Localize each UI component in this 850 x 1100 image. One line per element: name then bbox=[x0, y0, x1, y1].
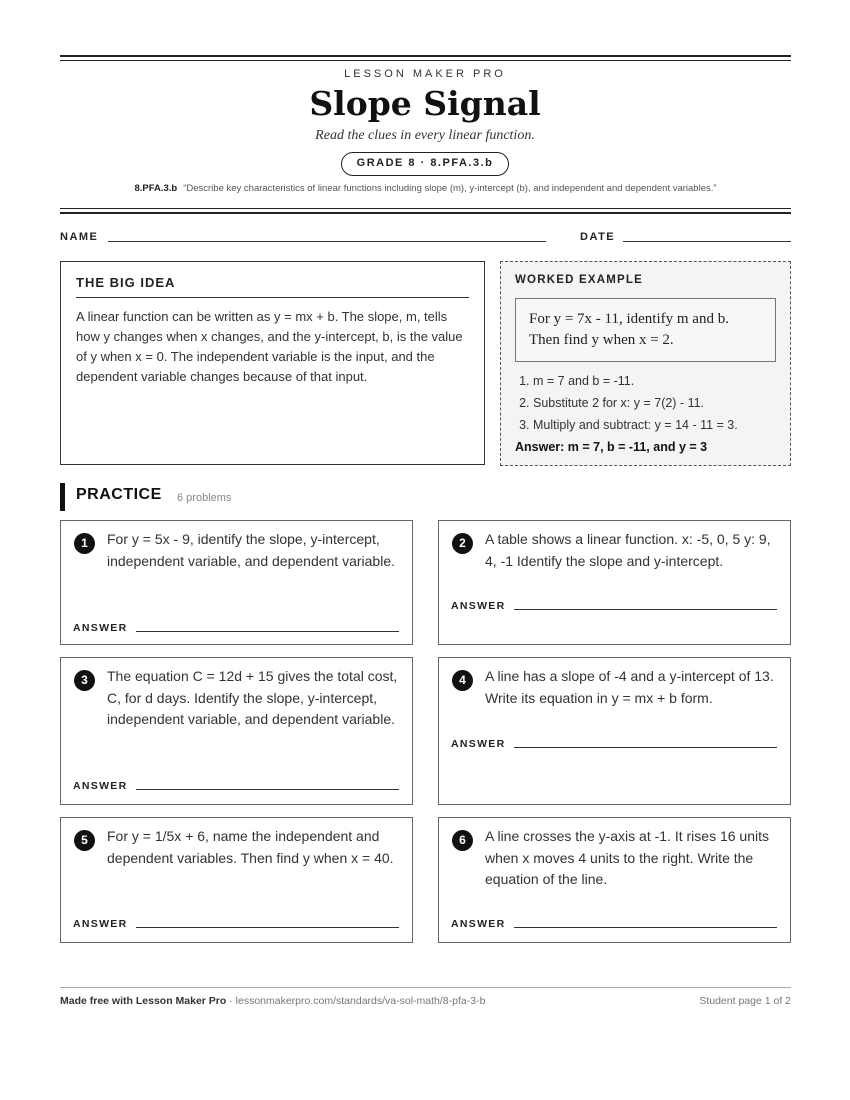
page-title: Slope Signal bbox=[309, 84, 541, 123]
grade-badge: GRADE 8 · 8.PFA.3.b bbox=[341, 152, 509, 176]
problem-card-1 bbox=[60, 520, 413, 645]
standard-code: 8.PFA.3.b bbox=[134, 183, 178, 194]
problem-text: The equation C = 12d + 15 gives the total cost, C, for d days. Identify the slope, y-intercept, independent variable, and dependent variable. bbox=[107, 668, 398, 727]
worked-example-step: 1. m = 7 and b = -11. bbox=[533, 370, 776, 392]
answer-label: ANSWER bbox=[73, 918, 128, 930]
brand-label: LESSON MAKER PRO bbox=[344, 68, 506, 80]
footer-made-with: Made free with Lesson Maker Pro bbox=[60, 995, 227, 1007]
problem-text: For y = 5x - 9, identify the slope, y-intercept, independent variable, and dependent variable. bbox=[107, 531, 396, 569]
problem-card-4 bbox=[438, 657, 791, 805]
answer-label: ANSWER bbox=[451, 918, 506, 930]
worked-example-step: 2. Substitute 2 for x: y = 7(2) - 11. bbox=[533, 392, 776, 414]
footer-url[interactable]: · lessonmakerpro.com/standards/va-sol-math/8-pfa-3-b bbox=[226, 995, 486, 1007]
problem-text: A table shows a linear function. x: -5, 0, 5 y: 9, 4, -1 Identify the slope and y-intercept. bbox=[485, 531, 771, 569]
answer-line[interactable] bbox=[514, 747, 777, 748]
answer-line[interactable] bbox=[514, 609, 777, 610]
footer-page-number: Student page 1 of 2 bbox=[699, 995, 791, 1007]
practice-accent-bar bbox=[60, 483, 65, 511]
problem-number: 1 bbox=[74, 533, 95, 554]
name-field[interactable] bbox=[108, 241, 546, 242]
standard-text: “Describe key characteristics of linear functions including slope (m), y-intercept (b), and independent and dependent variables.” bbox=[183, 183, 717, 194]
problem-number: 4 bbox=[452, 670, 473, 691]
worked-example-problem-line: Then find y when x = 2. bbox=[529, 332, 674, 348]
answer-label: ANSWER bbox=[451, 738, 506, 750]
page-subtitle: Read the clues in every linear function. bbox=[315, 128, 535, 143]
worked-example-problem bbox=[515, 298, 776, 362]
footer-credit bbox=[60, 995, 485, 1007]
practice-title: PRACTICE bbox=[76, 486, 162, 503]
answer-label: ANSWER bbox=[73, 622, 128, 634]
problem-card-2 bbox=[438, 520, 791, 645]
name-label: NAME bbox=[60, 231, 99, 243]
answer-line[interactable] bbox=[136, 631, 399, 632]
problem-card-5 bbox=[60, 817, 413, 943]
answer-label: ANSWER bbox=[73, 780, 128, 792]
problem-card-3 bbox=[60, 657, 413, 805]
problem-number: 3 bbox=[74, 670, 95, 691]
worked-example-heading: WORKED EXAMPLE bbox=[515, 274, 643, 286]
practice-count: 6 problems bbox=[177, 492, 232, 504]
problem-number: 5 bbox=[74, 830, 95, 851]
problem-text: For y = 1/5x + 6, name the independent and dependent variables. Then find y when x = 40. bbox=[107, 828, 394, 866]
date-field[interactable] bbox=[623, 241, 791, 242]
worked-example-steps bbox=[515, 370, 776, 436]
big-idea-text: A linear function can be written as y = mx + b. The slope, m, tells how y changes when x changes, and the y-intercept, b, is the value of y when x = 0. The independent variable is the input, and the dependent variable changes because of that input. bbox=[76, 309, 463, 384]
standard-description bbox=[60, 183, 791, 194]
answer-line[interactable] bbox=[514, 927, 777, 928]
answer-line[interactable] bbox=[136, 789, 399, 790]
worked-example-step: 3. Multiply and subtract: y = 14 - 11 = 3. bbox=[533, 414, 776, 436]
big-idea-heading: THE BIG IDEA bbox=[76, 275, 469, 298]
worked-example-box bbox=[500, 261, 791, 466]
header-bottom-rule bbox=[60, 208, 791, 214]
problem-number: 2 bbox=[452, 533, 473, 554]
answer-label: ANSWER bbox=[451, 600, 506, 612]
big-idea-box bbox=[60, 261, 485, 465]
problem-card-6 bbox=[438, 817, 791, 943]
answer-line[interactable] bbox=[136, 927, 399, 928]
footer-rule bbox=[60, 987, 791, 988]
worked-example-problem-line: For y = 7x - 11, identify m and b. bbox=[529, 311, 729, 327]
problem-text: A line has a slope of -4 and a y-intercept of 13. Write its equation in y = mx + b form. bbox=[485, 668, 774, 706]
header-top-rule bbox=[60, 55, 791, 61]
worked-example-answer: Answer: m = 7, b = -11, and y = 3 bbox=[515, 440, 708, 454]
problem-text: A line crosses the y-axis at -1. It rises 16 units when x moves 4 units to the right. Write the equation of the line. bbox=[485, 828, 770, 887]
date-label: DATE bbox=[580, 231, 616, 243]
problem-number: 6 bbox=[452, 830, 473, 851]
